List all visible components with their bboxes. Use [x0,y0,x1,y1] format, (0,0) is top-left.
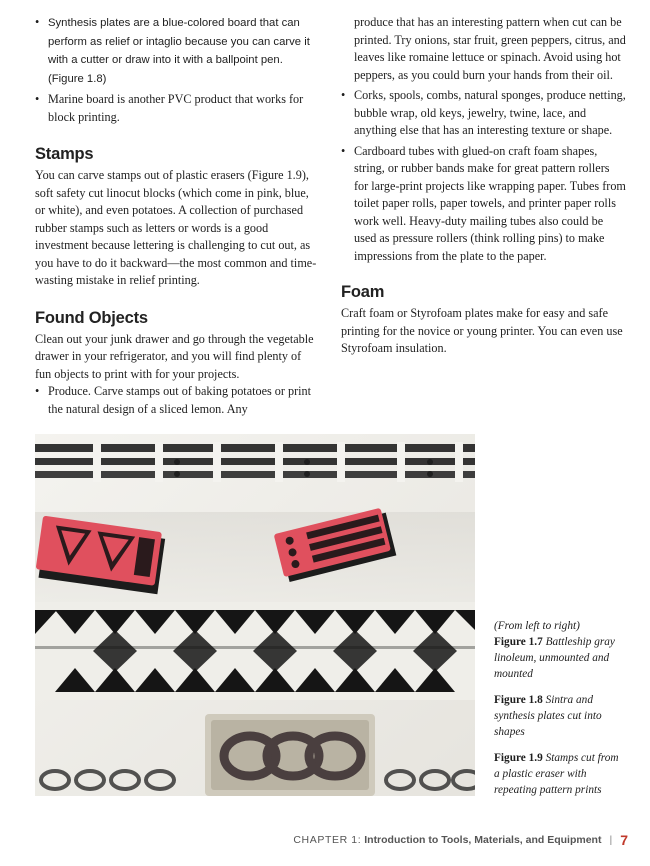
figure-label: Figure 1.8 [494,694,543,706]
footer-separator: | [609,834,613,846]
figure-label: Figure 1.9 [494,752,543,764]
page-footer [293,832,628,848]
list-item [35,91,320,126]
found-objects-paragraph: Clean out your junk drawer and go through the vegetable drawer in your refrigerator, and you will find plenty of fun objects to print with for your projects. [35,331,314,381]
figure-text: Battleship gray linoleum, unmounted and mounted [494,636,615,680]
gray-eraser-stamp-chain [205,714,375,796]
section-heading-found-objects: Found Objects [35,308,148,327]
left-column [35,14,320,421]
stamps-paragraph: You can carve stamps out of plastic erasers (Figure 1.9), soft safety cut linocut blocks (which come in pink, blue, or white), and even potatoes. A collection of purchased rubber stamps such as letters or words is a good investment because lettering is challenging to cut out, as you have to do it backward—the most common and time-wasting mistake in relief printing. [35,168,317,287]
caption-figure-1-7 [494,634,624,682]
caption-figure-1-8 [494,692,624,740]
bullet-text: Produce. Carve stamps out of baking potatoes or print the natural design of a sliced lemon. Any [48,384,311,416]
bullet-icon: • [35,15,40,29]
bullet-icon: • [35,92,40,106]
caption-figure-1-9 [494,750,624,798]
section-heading-stamps: Stamps [35,145,94,163]
figure-label: Figure 1.7 [494,636,543,648]
stamps-and-prints-photo [35,434,475,796]
section-heading-foam: Foam [341,283,385,301]
footer-chapter-title: Introduction to Tools, Materials, and Equipment [364,834,602,846]
bullet-text: Synthesis plates are a blue-colored board that can perform as relief or intaglio because you can carve it with a cutter or draw into it with a ballpoint pen. (Figure 1.8) [48,17,310,85]
right-column [341,14,626,358]
intro-bullet-list [35,14,320,126]
page-number: 7 [620,832,628,848]
bullet-icon: • [35,384,40,398]
list-item-continued [341,14,626,84]
foam-paragraph: Craft foam or Styrofoam plates make for easy and safe printing for the novice or young printer. You can even use Styrofoam insulation. [341,306,623,355]
figure-text: Sintra and synthesis plates cut into shapes [494,694,602,738]
list-item [341,143,626,266]
footer-chapter: CHAPTER 1: [293,834,362,846]
bullet-icon: • [341,143,346,158]
bullet-icon: • [341,88,346,102]
bullet-text: produce that has an interesting pattern when cut can be printed. Try onions, star fruit, green peppers, citrus, and leaves like romaine lettuce or spinach. Avoid using hot peppers, as you could burn your hands from their oil. [354,15,626,82]
bullet-text: Cardboard tubes with glued-on craft foam shapes, string, or rubber bands make for great pattern rollers for large-print projects like wrapping paper. Tubes from toilet paper rolls, paper towels, and printer paper rolls work well. Heavy-duty mailing tubes also could be used as pressure rollers (think rolling pins) to make impressions from the plate to the paper. [354,143,626,263]
found-objects-bullet-list [35,383,320,418]
list-item [341,87,626,140]
caption-intro: (From left to right) [494,620,580,632]
diamond-print-band [35,602,475,700]
photo-illustration [35,434,475,796]
list-item [35,14,320,88]
produce-continued-list [341,14,626,265]
bullet-text: Marine board is another PVC product that works for block printing. [48,92,304,124]
list-item [35,383,320,418]
figure-caption [494,618,624,808]
bullet-text: Corks, spools, combs, natural sponges, produce netting, bubble wrap, old keys, jewelry, twine, lace, and anything else that has an interesting texture or shape. [354,88,626,137]
figure-text: Stamps cut from a plastic eraser with repeating pattern prints [494,752,619,796]
